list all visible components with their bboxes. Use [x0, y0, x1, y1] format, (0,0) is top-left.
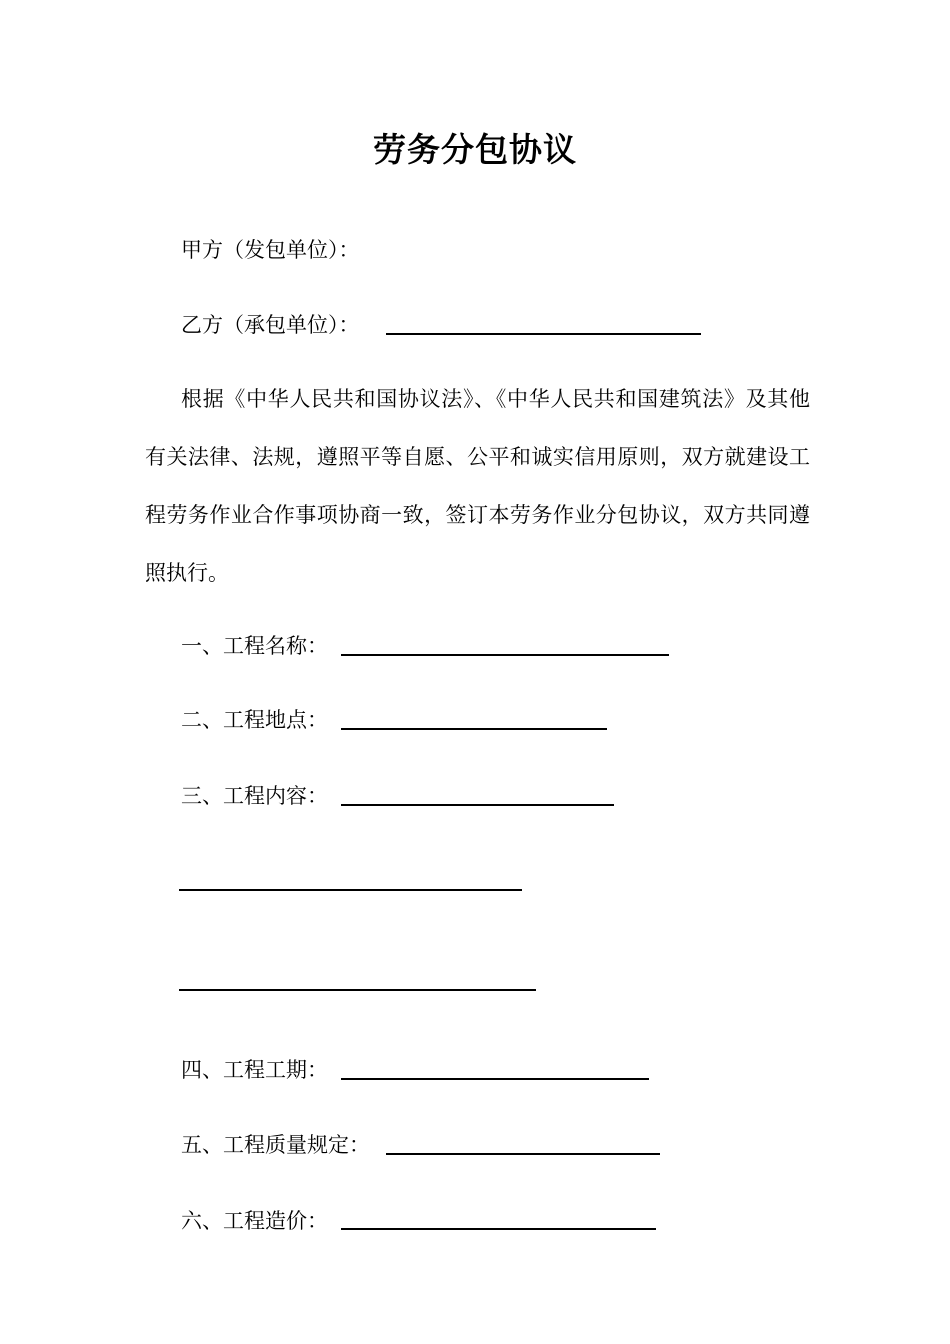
project-content-blank-line [341, 804, 614, 806]
quality-requirements-blank-line [386, 1153, 660, 1155]
clause-project-content: 三、工程内容： [181, 784, 328, 808]
project-content-blank-line-2 [179, 889, 522, 891]
party-b-label: 乙方（承包单位）： [181, 313, 360, 337]
clause-project-name: 一、工程名称： [181, 634, 328, 658]
project-name-blank-line [341, 654, 669, 656]
clause-quality-requirements: 五、工程质量规定： [181, 1133, 370, 1157]
party-b-blank-line [386, 333, 701, 335]
clause-project-location: 二、工程地点： [181, 708, 328, 732]
clause-project-cost: 六、工程造价： [181, 1209, 328, 1233]
clause-project-schedule: 四、工程工期： [181, 1058, 328, 1082]
preamble-paragraph: 根据《中华人民共和国协议法》、《中华人民共和国建筑法》及其他有关法律、法规，遵照平等自愿、公平和诚实信用原则，双方就建设工程劳务作业合作事项协商一致，签订本劳务作业分包协议，双方共同遵照执行。 [145, 387, 810, 585]
project-location-blank-line [341, 728, 607, 730]
party-a-label: 甲方（发包单位）： [181, 238, 360, 262]
project-schedule-blank-line [341, 1078, 649, 1080]
project-cost-blank-line [341, 1228, 656, 1230]
project-content-blank-line-3 [179, 989, 536, 991]
document-title: 劳务分包协议 [373, 130, 577, 169]
